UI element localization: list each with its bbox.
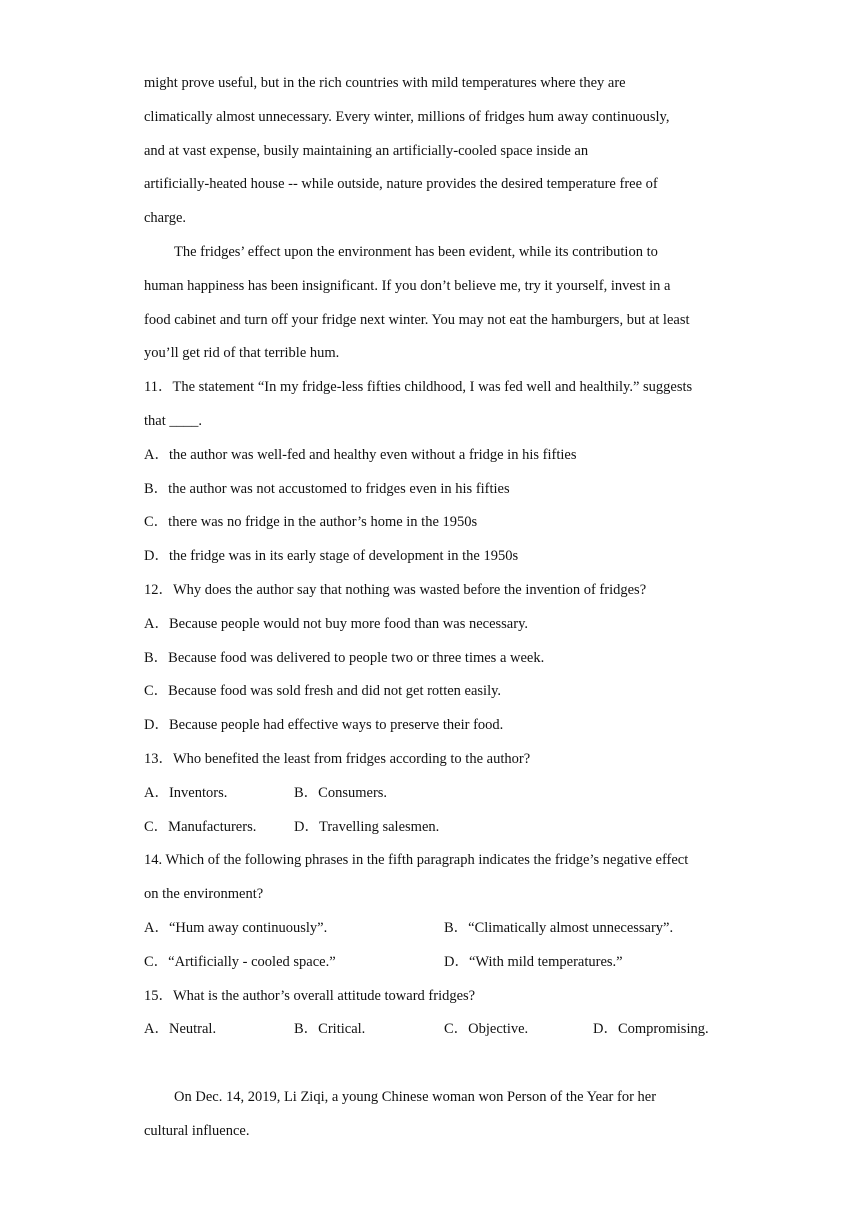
q14-stem-line-2: on the environment? <box>144 886 264 902</box>
passage-p2-line-4: you’ll get rid of that terrible hum. <box>144 345 340 361</box>
q14-stem-line-1: 14. Which of the following phrases in the fifth paragraph indicates the fridge’s negative effect <box>144 852 689 868</box>
q13-option-c: C．Manufacturers. <box>144 819 257 835</box>
q11-stem-line-1: 11．The statement “In my fridge-less fifties childhood, I was fed well and healthily.” suggests <box>144 379 693 395</box>
passage-p2-line-3: food cabinet and turn off your fridge next winter. You may not eat the hamburgers, but at least <box>144 312 690 328</box>
q11-stem-line-2: that ____. <box>144 413 202 429</box>
passage-p1-line-4: artificially-heated house -- while outside, nature provides the desired temperature free of <box>144 176 658 192</box>
passage-p1-line-5: charge. <box>144 210 186 226</box>
q11-option-d: D．the fridge was in its early stage of development in the 1950s <box>144 548 519 564</box>
q15-option-d: D．Compromising. <box>593 1021 709 1037</box>
q12-stem: 12．Why does the author say that nothing was wasted before the invention of fridges? <box>144 582 647 598</box>
q15-option-a: A．Neutral. <box>144 1021 217 1037</box>
q13-stem: 13．Who benefited the least from fridges according to the author? <box>144 751 531 767</box>
q12-option-d: D．Because people had effective ways to preserve their food. <box>144 717 504 733</box>
q12-option-a: A．Because people would not buy more food than was necessary. <box>144 616 529 632</box>
q11-option-a: A．the author was well-fed and healthy even without a fridge in his fifties <box>144 447 577 463</box>
passage-p1-line-2: climatically almost unnecessary. Every winter, millions of fridges hum away continuously, <box>144 109 670 125</box>
q11-option-b: B．the author was not accustomed to fridges even in his fifties <box>144 481 510 497</box>
passage-p2-line-2: human happiness has been insignificant. If you don’t believe me, try it yourself, invest in a <box>144 278 671 294</box>
passage-p2-line-1: The fridges’ effect upon the environment has been evident, while its contribution to <box>174 244 658 260</box>
q11-option-c: C．there was no fridge in the author’s home in the 1950s <box>144 514 478 530</box>
q13-option-b: B．Consumers. <box>294 785 388 801</box>
q15-option-b: B．Critical. <box>294 1021 366 1037</box>
passage-p1-line-1: might prove useful, but in the rich countries with mild temperatures where they are <box>144 75 626 91</box>
q12-option-b: B．Because food was delivered to people two or three times a week. <box>144 650 545 666</box>
q14-option-c: C．“Artificially - cooled space.” <box>144 954 336 970</box>
q15-stem: 15．What is the author’s overall attitude toward fridges? <box>144 988 476 1004</box>
q13-option-d: D．Travelling salesmen. <box>294 819 440 835</box>
next-passage-line-2: cultural influence. <box>144 1123 250 1139</box>
q15-option-c: C．Objective. <box>444 1021 529 1037</box>
next-passage-line-1: On Dec. 14, 2019, Li Ziqi, a young Chinese woman won Person of the Year for her <box>174 1089 657 1105</box>
q12-option-c: C．Because food was sold fresh and did not get rotten easily. <box>144 683 502 699</box>
q14-option-b: B．“Climatically almost unnecessary”. <box>444 920 674 936</box>
q14-option-a: A．“Hum away continuously”. <box>144 920 328 936</box>
q13-option-a: A．Inventors. <box>144 785 228 801</box>
passage-p1-line-3: and at vast expense, busily maintaining an artificially-cooled space inside an <box>144 143 589 159</box>
q14-option-d: D．“With mild temperatures.” <box>444 954 623 970</box>
